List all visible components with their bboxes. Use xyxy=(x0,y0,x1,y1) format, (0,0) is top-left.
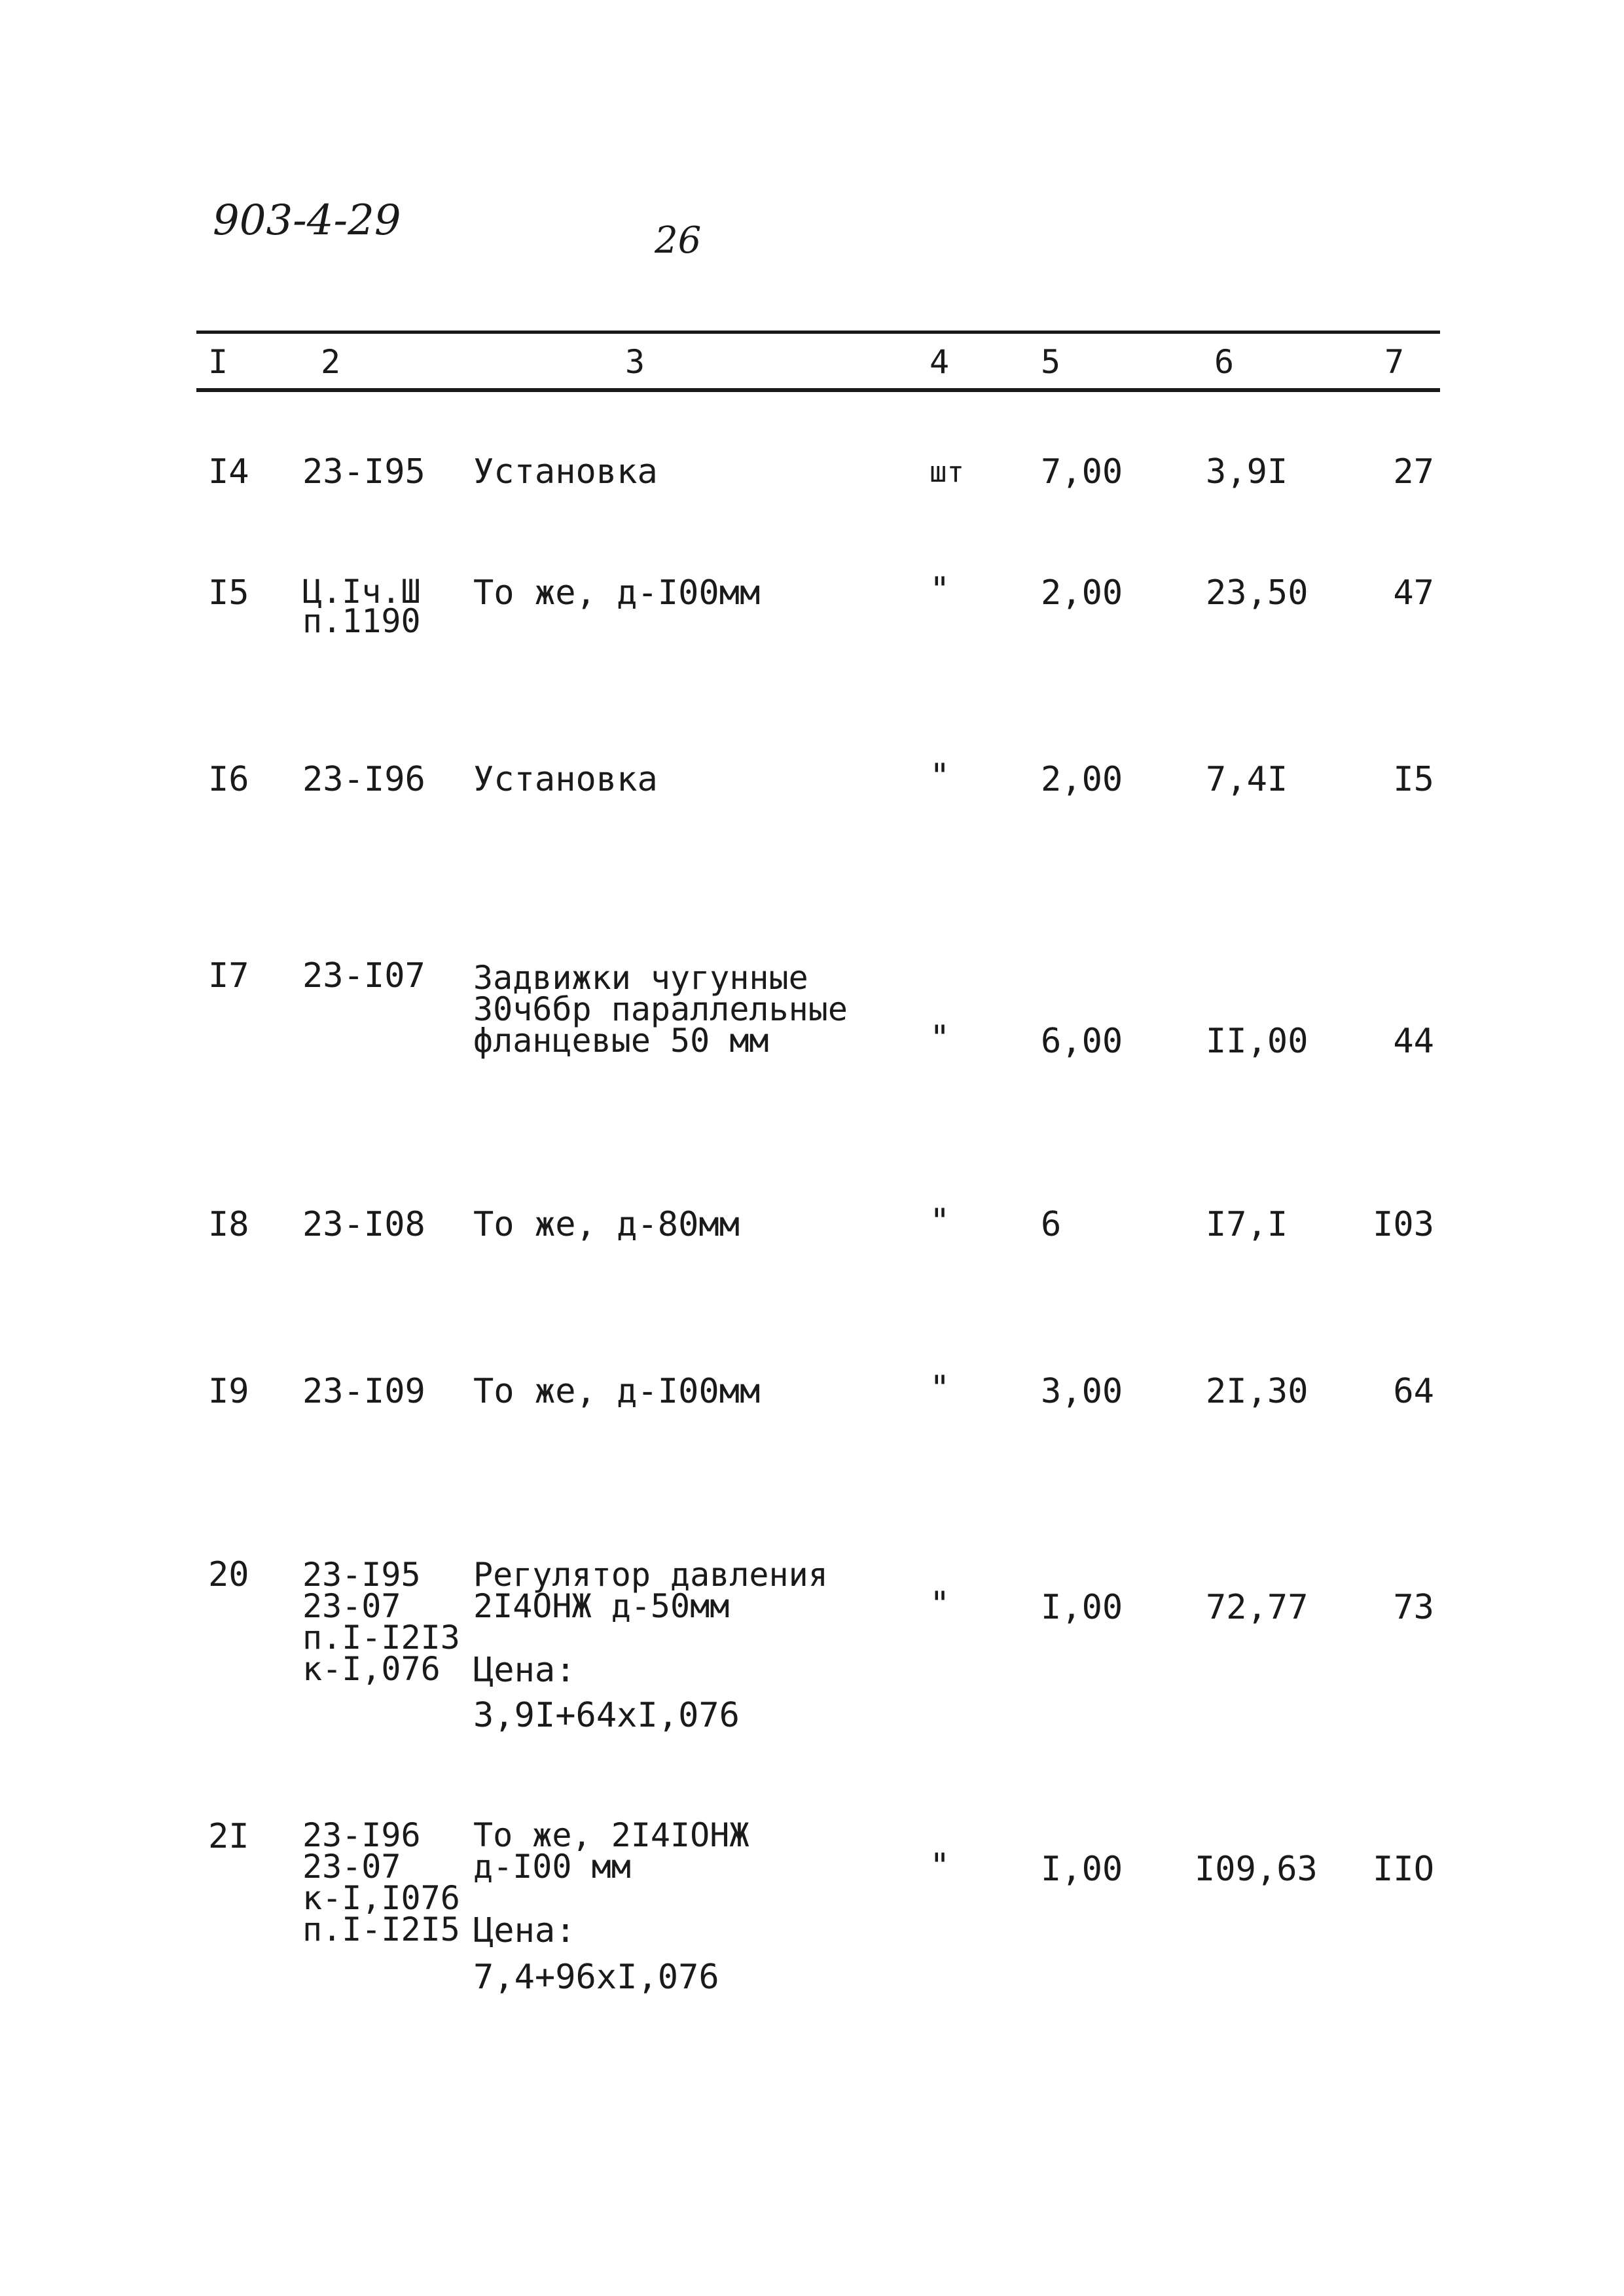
column-header-1: I xyxy=(208,343,228,381)
row-number: I4 xyxy=(208,452,249,492)
unit-price: 23,50 xyxy=(1206,573,1308,613)
price-label: Цена: xyxy=(473,1911,576,1950)
unit: " xyxy=(929,1018,950,1058)
norm-code: 23-I08 xyxy=(302,1205,425,1244)
work-description: Установка xyxy=(473,452,658,492)
total-cost: 64 xyxy=(1393,1372,1434,1411)
norm-code: Ц.Iч.Ш xyxy=(302,573,421,611)
work-description: То же, д-I00мм xyxy=(473,573,761,613)
unit: " xyxy=(929,1202,950,1241)
norm-code-line-3: п.I-I2I3 xyxy=(302,1619,460,1657)
work-description-line-2: 2I4ОНЖ д-50мм xyxy=(473,1587,730,1625)
norm-code: 23-I95 xyxy=(302,452,425,492)
row-number: I9 xyxy=(208,1372,249,1411)
column-header-6: 6 xyxy=(1214,343,1235,381)
quantity: 7,00 xyxy=(1041,452,1123,492)
price-formula: 7,4+96хI,076 xyxy=(473,1958,719,1997)
quantity: 2,00 xyxy=(1041,573,1123,613)
unit-price: 7,4I xyxy=(1206,760,1288,799)
unit: " xyxy=(929,757,950,796)
total-cost: 27 xyxy=(1393,452,1434,492)
work-description-line-3: фланцевые 50 мм xyxy=(473,1022,769,1060)
unit: " xyxy=(929,1585,950,1624)
unit-price: II,00 xyxy=(1206,1022,1308,1061)
norm-code-line-2: 23-07 xyxy=(302,1848,401,1886)
total-cost: 73 xyxy=(1393,1588,1434,1627)
norm-code: 23-I95 xyxy=(302,1556,421,1594)
row-number: I5 xyxy=(208,573,249,613)
total-cost: IIO xyxy=(1373,1850,1434,1889)
unit: " xyxy=(929,1369,950,1408)
quantity: 6 xyxy=(1041,1205,1062,1244)
column-header-4: 4 xyxy=(929,343,950,381)
column-header-7: 7 xyxy=(1384,343,1405,381)
total-cost: 44 xyxy=(1393,1022,1434,1061)
work-description-line-2: 30ч6бр параллельные xyxy=(473,990,848,1028)
column-header-5: 5 xyxy=(1041,343,1061,381)
total-cost: I5 xyxy=(1393,760,1434,799)
work-description: То же, д-I00мм xyxy=(473,1372,761,1411)
unit-price: 3,9I xyxy=(1206,452,1288,492)
row-number: 20 xyxy=(208,1555,249,1594)
work-description: Задвижки чугунные xyxy=(473,959,808,997)
unit: " xyxy=(929,1846,950,1886)
price-label: Цена: xyxy=(473,1651,576,1690)
quantity: 3,00 xyxy=(1041,1372,1123,1411)
norm-code-line-4: п.I-I2I5 xyxy=(302,1910,460,1948)
work-description: Регулятор давления xyxy=(473,1556,828,1594)
unit: " xyxy=(929,570,950,609)
column-header-2: 2 xyxy=(321,343,341,381)
column-header-3: 3 xyxy=(625,343,645,381)
table-top-rule xyxy=(196,331,1440,334)
unit-price: I09,63 xyxy=(1195,1850,1318,1889)
row-number: I7 xyxy=(208,956,249,996)
unit: шт xyxy=(929,456,964,489)
norm-code: 23-I09 xyxy=(302,1372,425,1411)
work-description: То же, 2I4IОНЖ xyxy=(473,1816,749,1854)
page-number: 26 xyxy=(655,219,702,262)
quantity: I,00 xyxy=(1041,1850,1123,1889)
document-code: 903-4-29 xyxy=(213,196,401,245)
quantity: I,00 xyxy=(1041,1588,1123,1627)
row-number: 2I xyxy=(208,1817,249,1856)
unit-price: 2I,30 xyxy=(1206,1372,1308,1411)
norm-code: 23-I96 xyxy=(302,1816,421,1854)
norm-code-line-2: 23-07 xyxy=(302,1587,401,1625)
norm-code: 23-I07 xyxy=(302,956,425,996)
quantity: 2,00 xyxy=(1041,760,1123,799)
norm-code: 23-I96 xyxy=(302,760,425,799)
work-description-line-2: д-I00 мм xyxy=(473,1848,631,1886)
row-number: I8 xyxy=(208,1205,249,1244)
total-cost: I03 xyxy=(1373,1205,1434,1244)
table-header-rule xyxy=(196,388,1440,392)
unit-price: I7,I xyxy=(1206,1205,1288,1244)
work-description: То же, д-80мм xyxy=(473,1205,740,1244)
row-number: I6 xyxy=(208,760,249,799)
norm-code-line-2: п.1190 xyxy=(302,602,421,640)
price-formula: 3,9I+64хI,076 xyxy=(473,1696,740,1735)
norm-code-line-4: к-I,076 xyxy=(302,1650,441,1688)
quantity: 6,00 xyxy=(1041,1022,1123,1061)
work-description: Установка xyxy=(473,760,658,799)
total-cost: 47 xyxy=(1393,573,1434,613)
norm-code-line-3: к-I,I076 xyxy=(302,1879,460,1917)
unit-price: 72,77 xyxy=(1206,1588,1308,1627)
